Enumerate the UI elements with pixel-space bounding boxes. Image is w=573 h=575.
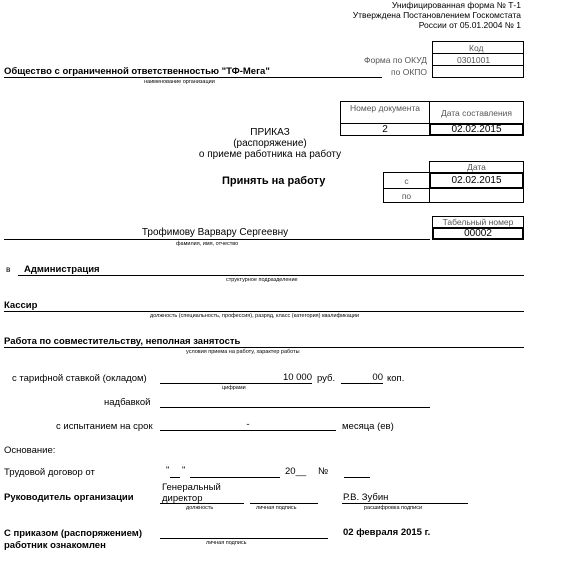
contract-number-sign: № [318,466,329,477]
employee-name-underline [4,239,430,240]
probation-label: с испытанием на срок [56,421,153,432]
position-value: Кассир [4,300,38,311]
manager-position: Генеральный директор [162,482,221,504]
doc-date-cell [429,123,524,136]
conditions-value: Работа по совместительству, неполная занятость [4,336,241,347]
tab-number: 00002 [464,228,492,239]
contract-number-underline [344,477,370,478]
department-underline [18,275,524,276]
hire-label: Принять на работу [222,175,326,187]
salary-kop-value: 00 [372,372,383,383]
okpo-label: по ОКПО [391,67,427,77]
salary-kop-label: коп. [387,373,405,384]
order-subtitle: (распоряжение) [233,138,307,149]
salary-rub-value: 10 000 [282,372,312,383]
hire-from-label-cell [383,172,430,189]
salary-rub-label: руб. [317,373,336,384]
order-description: о приеме работника на работу [198,149,342,160]
organization-caption: наименование организации [144,79,215,85]
conditions-caption: условия приема на работу, характер работы [186,349,300,355]
order-title: ПРИКАЗ [250,127,290,138]
contract-day-underline [170,477,180,478]
tab-number-header: Табельный номер [442,217,514,227]
contract-quote-open: " [166,465,170,476]
contract-year: 20__ [285,466,307,477]
manager-name-caption: расшифровка подписи [364,505,423,511]
employee-name: Трофимову Варвару Сергеевну [141,227,289,238]
salary-rub-underline [160,383,312,384]
okpo-cell [432,65,524,78]
acknowledge-line2: работник ознакомлен [4,540,106,551]
okud-value: 0301001 [457,55,491,65]
manager-label: Руководитель организации [4,492,134,503]
contract-month-underline [190,477,280,478]
acknowledge-date: 02 февраля 2015 г. [343,527,431,538]
manager-name: Р.В. Зубин [343,492,389,503]
manager-signature-caption: личная подпись [256,505,297,511]
okud-label: Форма по ОКУД [364,55,427,65]
contract-quote-close: " [182,465,186,476]
tab-number-cell [432,227,524,240]
contract-label: Трудовой договор от [4,467,95,478]
doc-number-header: Номер документа [350,103,420,113]
department-value: Администрация [24,264,100,275]
probation-underline [160,430,336,431]
form-header-line1: Унифицированная форма № Т-1 [391,0,521,10]
manager-name-underline [342,503,468,504]
salary-caption: цифрами [222,385,246,391]
acknowledge-signature-caption: личная подпись [206,540,247,546]
manager-signature-underline [250,503,318,504]
bonus-label: надбавкой [104,397,151,408]
organization-underline [4,77,382,78]
department-caption: структурное подразделение [226,277,298,283]
salary-kop-underline [341,383,383,384]
form-header-line2: Утверждена Постановлением Госкомстата [352,10,521,20]
probation-unit: месяца (ев) [342,421,394,432]
bonus-underline [160,407,430,408]
hire-date-header: Дата [467,162,486,172]
doc-number-header-cell [340,101,430,124]
hire-from-label: с [404,176,409,186]
organization-name: Общество с ограниченной ответственностью "ТФ-Мега" [4,66,270,77]
hire-to-label-cell [383,188,430,203]
code-label: Код [469,43,484,53]
salary-label: с тарифной ставкой (окладом) [12,373,147,384]
employee-name-caption: фамилия, имя, отчество [176,241,239,247]
doc-date-header: Дата составления [440,108,513,118]
manager-position-underline [160,503,244,504]
doc-date-header-cell [429,101,524,124]
doc-date: 02.02.2015 [451,124,502,135]
manager-position-caption: должность [186,505,214,511]
department-prefix: в [6,264,11,274]
basis-label: Основание: [4,445,56,456]
probation-value: - [246,419,250,430]
acknowledge-line1: С приказом (распоряжением) [4,528,142,539]
conditions-underline [4,347,524,348]
doc-number: 2 [382,124,388,135]
position-underline [4,311,524,312]
hire-to-cell [429,188,524,203]
acknowledge-signature-underline [160,538,328,539]
form-header-line3: России от 05.01.2004 № 1 [418,20,521,30]
position-caption: должность (специальность, профессия), разряд, класс (категория) квалификации [150,313,360,319]
hire-to-label: по [401,191,412,201]
hire-from-value: 02.02.2015 [451,175,502,186]
hire-from-cell [429,172,524,189]
